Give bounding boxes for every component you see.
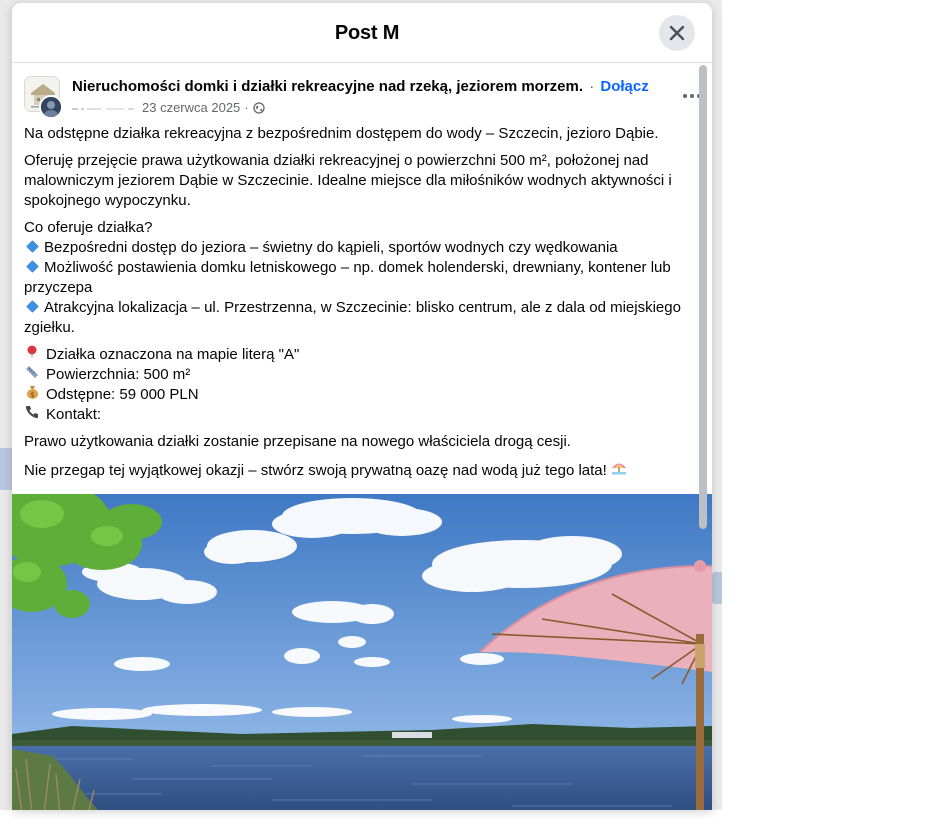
more-options-icon — [683, 94, 687, 98]
feature-text: Bezpośredni dostęp do jeziora – świetny do kąpieli, sportów wodnych czy wędkowania — [44, 239, 618, 256]
date-separator: · — [244, 100, 249, 115]
background-side-chip — [712, 572, 722, 604]
post-closing — [24, 459, 688, 481]
beach-umbrella-icon — [611, 459, 627, 481]
post-paragraph: Na odstępne działka rekreacyjna z bezpośrednim dostępem do wody – Szczecin, jezioro Dąbie. — [24, 125, 659, 142]
details-list — [24, 345, 688, 425]
closing-text: Nie przegap tej wyjątkowej okazji – stwórz swoją prywatną oazę nad wodą już tego lata! — [24, 462, 607, 479]
post-photo[interactable] — [12, 494, 712, 810]
user-avatar[interactable] — [39, 95, 63, 119]
feature-item — [24, 258, 688, 298]
feature-list-heading: Co oferuje działka? — [24, 219, 153, 236]
dialog-title — [12, 22, 712, 45]
feature-item — [24, 238, 688, 258]
feature-item — [24, 298, 688, 338]
telephone-icon — [24, 405, 40, 425]
detail-price — [24, 385, 688, 405]
detail-text: Kontakt: — [46, 406, 102, 423]
detail-text: Odstępne: 59 000 PLN — [46, 386, 199, 403]
dialog-scrollbar[interactable] — [699, 65, 707, 810]
detail-pin — [24, 345, 688, 365]
feature-text: Możliwość postawienia domku letniskowego – np. domek holenderski, drewniany, kontener lub przyczepa — [24, 259, 671, 296]
detail-text: Działka oznaczona na mapie literą "A" — [46, 346, 300, 363]
feature-text: Atrakcyjna lokalizacja – ul. Przestrzenna, w Szczecinie: blisko centrum, ale z dala od miejskiego zgiełku. — [24, 299, 681, 336]
post-paragraph: Oferuję przejęcie prawa użytkowania działki rekreacyjnej o powierzchni 500 m², położonej nad malowniczym jeziorem Dąbie w Szczecinie. Idealne miejsce dla miłośników wodnych aktywności i spokojnego wypoczynku. — [24, 152, 672, 209]
post-scroll-area[interactable] — [12, 64, 712, 810]
post-dialog — [12, 3, 712, 810]
post-paragraph: Prawo użytkowania działki zostanie przepisane na nowego właściciela drogą cesji. — [24, 433, 571, 450]
scrollbar-thumb[interactable] — [699, 65, 707, 529]
group-name-line — [72, 78, 649, 95]
close-icon — [669, 25, 685, 41]
background-right-strip — [712, 0, 722, 810]
blue-diamond-icon — [26, 260, 39, 273]
group-name-link[interactable]: Nieruchomości domki i działki rekreacyjne nad rzeką, jeziorem morzem. — [72, 78, 584, 95]
straight-ruler-icon — [24, 365, 40, 385]
post-date[interactable]: 23 czerwca 2025 — [142, 100, 241, 115]
detail-contact — [24, 405, 688, 425]
post-meta — [72, 100, 265, 115]
author-name-blurred[interactable] — [72, 104, 136, 112]
feature-list — [24, 218, 688, 338]
round-pushpin-icon — [24, 345, 40, 365]
user-photo-icon — [41, 97, 61, 117]
lake-photo-image — [12, 494, 712, 810]
join-group-link[interactable]: Dołącz — [600, 78, 649, 95]
detail-area — [24, 365, 688, 385]
post-text — [24, 124, 688, 488]
join-separator: · — [589, 78, 595, 95]
dialog-title-text: Post M — [334, 22, 400, 44]
blue-diamond-icon — [26, 300, 39, 313]
detail-text: Powierzchnia: 500 m² — [46, 366, 191, 383]
post-header — [24, 76, 684, 116]
globe-icon — [253, 102, 265, 114]
money-bag-icon — [24, 385, 40, 405]
close-button[interactable] — [659, 15, 695, 51]
svg-text:$: $ — [29, 391, 35, 399]
blue-diamond-icon — [26, 240, 39, 253]
dialog-header — [12, 3, 712, 63]
